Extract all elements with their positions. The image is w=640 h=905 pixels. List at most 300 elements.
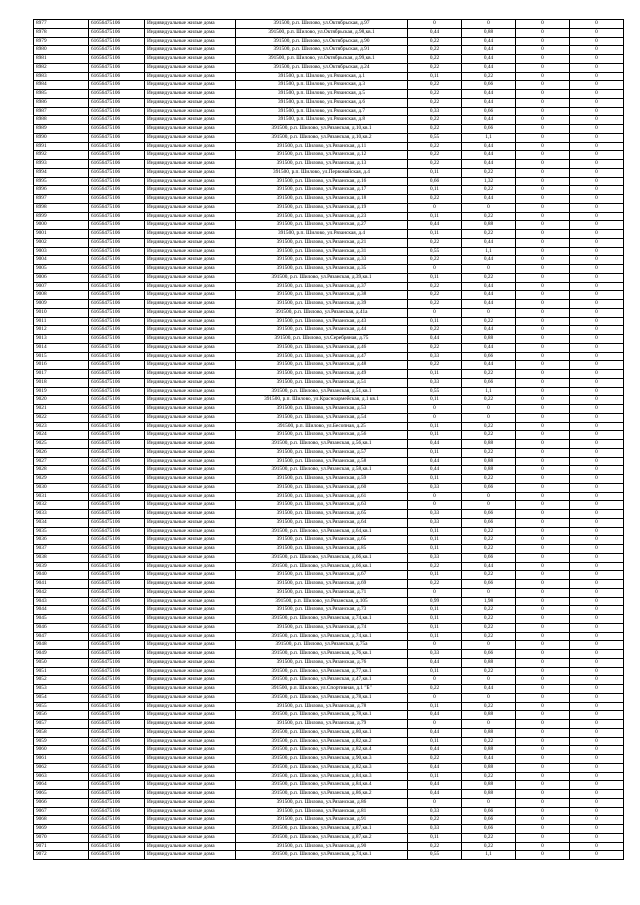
table-row [34, 396, 624, 405]
row-number-cell: 8987 [34, 107, 89, 116]
value-cell-1: 0,33 [408, 650, 462, 659]
value-cell-4: 0 [570, 107, 624, 116]
oktmo-code-cell: 61656475106 [89, 746, 145, 755]
value-cell-1: 0,44 [408, 746, 462, 755]
oktmo-code-cell: 61656475106 [89, 195, 145, 204]
value-cell-2: 0 [462, 413, 516, 422]
address-cell: 391500, р.п. Шилово, ул.Рязанская, д.66,кв.1 [236, 553, 408, 562]
object-type-cell: Индивидуальные жилые дома [145, 422, 236, 431]
value-cell-3: 0 [516, 396, 570, 405]
value-cell-1: 0,11 [408, 168, 462, 177]
value-cell-2: 0,66 [462, 650, 516, 659]
oktmo-code-cell: 61656475106 [89, 807, 145, 816]
address-cell: 391500, р.п. Шилово, ул.Рязанская, д.38 [236, 291, 408, 300]
table-row [34, 265, 624, 274]
value-cell-4: 0 [570, 370, 624, 379]
value-cell-2: 1,32 [462, 177, 516, 186]
oktmo-code-cell: 61656475106 [89, 571, 145, 580]
address-cell: 391500, р.п. Шилово, ул.Рязанская, д.90,кв.3 [236, 755, 408, 764]
table-row [34, 676, 624, 685]
value-cell-3: 0 [516, 326, 570, 335]
address-cell: 391500, р.п. Шилово, ул.Рязанская, д.11 [236, 142, 408, 151]
row-number-cell: 9062 [34, 763, 89, 772]
value-cell-1: 0,11 [408, 772, 462, 781]
table-row [34, 247, 624, 256]
address-cell: 391500, р.п. Шилово, ул.Рязанская, д.1 [236, 72, 408, 81]
value-cell-1: 0,22 [408, 98, 462, 107]
table-row [34, 212, 624, 221]
table-row [34, 842, 624, 851]
row-number-cell: 8990 [34, 133, 89, 142]
value-cell-2: 0,66 [462, 510, 516, 519]
table-row [34, 116, 624, 125]
value-cell-2: 0,88 [462, 440, 516, 449]
oktmo-code-cell: 61656475106 [89, 737, 145, 746]
value-cell-2: 0,88 [462, 790, 516, 799]
oktmo-code-cell: 61656475106 [89, 676, 145, 685]
value-cell-1: 0,44 [408, 466, 462, 475]
object-type-cell: Индивидуальные жилые дома [145, 230, 236, 239]
value-cell-4: 0 [570, 781, 624, 790]
value-cell-4: 0 [570, 833, 624, 842]
object-type-cell: Индивидуальные жилые дома [145, 562, 236, 571]
object-type-cell: Индивидуальные жилые дома [145, 37, 236, 46]
oktmo-code-cell: 61656475106 [89, 545, 145, 554]
value-cell-3: 0 [516, 623, 570, 632]
value-cell-4: 0 [570, 728, 624, 737]
table-row [34, 457, 624, 466]
oktmo-code-cell: 61656475106 [89, 527, 145, 536]
value-cell-2: 0,22 [462, 842, 516, 851]
object-type-cell: Индивидуальные жилые дома [145, 186, 236, 195]
row-number-cell: 9071 [34, 842, 89, 851]
table-row [34, 720, 624, 729]
address-cell: 391500, р.п. Шилово, ул.Рязанская, д.77,кв.1 [236, 667, 408, 676]
table-row [34, 203, 624, 212]
value-cell-1: 0,22 [408, 238, 462, 247]
table-row [34, 685, 624, 694]
value-cell-2: 0,44 [462, 37, 516, 46]
row-number-cell: 9020 [34, 396, 89, 405]
value-cell-4: 0 [570, 615, 624, 624]
value-cell-1: 0,33 [408, 807, 462, 816]
value-cell-3: 0 [516, 842, 570, 851]
value-cell-3: 0 [516, 728, 570, 737]
row-number-cell: 9009 [34, 300, 89, 309]
oktmo-code-cell: 61656475106 [89, 125, 145, 134]
value-cell-3: 0 [516, 168, 570, 177]
value-cell-1: 0,33 [408, 107, 462, 116]
value-cell-1: 0,22 [408, 291, 462, 300]
value-cell-4: 0 [570, 265, 624, 274]
object-type-cell: Индивидуальные жилые дома [145, 658, 236, 667]
value-cell-4: 0 [570, 685, 624, 694]
oktmo-code-cell: 61656475106 [89, 300, 145, 309]
value-cell-3: 0 [516, 833, 570, 842]
value-cell-3: 0 [516, 413, 570, 422]
table-row [34, 746, 624, 755]
value-cell-3: 0 [516, 693, 570, 702]
table-row [34, 405, 624, 414]
row-number-cell: 9053 [34, 685, 89, 694]
address-cell: 391500, р.п. Шилово, ул.Рязанская, д.12 [236, 151, 408, 160]
value-cell-2: 0,22 [462, 422, 516, 431]
value-cell-2: 0,66 [462, 81, 516, 90]
value-cell-2: 0,22 [462, 536, 516, 545]
value-cell-4: 0 [570, 378, 624, 387]
oktmo-code-cell: 61656475106 [89, 728, 145, 737]
oktmo-code-cell: 61656475106 [89, 317, 145, 326]
address-cell: 391500, р.п. Шилово, ул.Октябрьская, д.90 [236, 37, 408, 46]
value-cell-2: 0,66 [462, 125, 516, 134]
value-cell-4: 0 [570, 37, 624, 46]
row-number-cell: 9005 [34, 265, 89, 274]
row-number-cell: 9038 [34, 553, 89, 562]
object-type-cell: Индивидуальные жилые дома [145, 571, 236, 580]
row-number-cell: 9060 [34, 746, 89, 755]
object-type-cell: Индивидуальные жилые дома [145, 160, 236, 169]
value-cell-3: 0 [516, 597, 570, 606]
row-number-cell: 8980 [34, 46, 89, 55]
value-cell-1: 0,11 [408, 571, 462, 580]
address-cell: 391500, р.п. Шилово, ул.Рязанская, д.74,кв.1 [236, 851, 408, 860]
value-cell-2: 1,1 [462, 247, 516, 256]
value-cell-3: 0 [516, 265, 570, 274]
object-type-cell: Индивидуальные жилые дома [145, 46, 236, 55]
row-number-cell: 9059 [34, 737, 89, 746]
table-row [34, 142, 624, 151]
table-row [34, 81, 624, 90]
value-cell-4: 0 [570, 483, 624, 492]
value-cell-1: 0,22 [408, 63, 462, 72]
table-row [34, 317, 624, 326]
value-cell-1: 0,22 [408, 580, 462, 589]
value-cell-4: 0 [570, 125, 624, 134]
row-number-cell: 8999 [34, 212, 89, 221]
row-number-cell: 9066 [34, 798, 89, 807]
address-cell: 391500, р.п. Шилово, ул.Октябрьская, д.91 [236, 46, 408, 55]
value-cell-3: 0 [516, 737, 570, 746]
value-cell-3: 0 [516, 370, 570, 379]
table-row [34, 168, 624, 177]
table-row [34, 98, 624, 107]
object-type-cell: Индивидуальные жилые дома [145, 615, 236, 624]
value-cell-4: 0 [570, 116, 624, 125]
object-type-cell: Индивидуальные жилые дома [145, 545, 236, 554]
value-cell-2: 0,88 [462, 746, 516, 755]
value-cell-4: 0 [570, 72, 624, 81]
value-cell-2: 0,44 [462, 562, 516, 571]
value-cell-3: 0 [516, 300, 570, 309]
value-cell-2: 0,44 [462, 755, 516, 764]
value-cell-3: 0 [516, 658, 570, 667]
value-cell-2: 0,88 [462, 711, 516, 720]
value-cell-2: 0 [462, 676, 516, 685]
row-number-cell: 9031 [34, 492, 89, 501]
row-number-cell: 9008 [34, 291, 89, 300]
oktmo-code-cell: 61656475106 [89, 475, 145, 484]
value-cell-1: 0,22 [408, 300, 462, 309]
table-row [34, 300, 624, 309]
value-cell-2: 0,22 [462, 186, 516, 195]
value-cell-1: 0,33 [408, 352, 462, 361]
value-cell-2: 1,1 [462, 133, 516, 142]
value-cell-2: 0,22 [462, 527, 516, 536]
address-cell: 391500, р.п. Шилово, ул.Рязанская, д.33 [236, 256, 408, 265]
value-cell-4: 0 [570, 658, 624, 667]
value-cell-4: 0 [570, 702, 624, 711]
value-cell-1: 0,22 [408, 256, 462, 265]
row-number-cell: 9042 [34, 588, 89, 597]
table-row [34, 475, 624, 484]
oktmo-code-cell: 61656475106 [89, 623, 145, 632]
oktmo-code-cell: 61656475106 [89, 265, 145, 274]
address-cell: 391500, р.п. Шилово, ул.Рязанская, д.76,кв.1 [236, 650, 408, 659]
value-cell-2: 0,44 [462, 195, 516, 204]
oktmo-code-cell: 61656475106 [89, 282, 145, 291]
value-cell-2: 0,22 [462, 431, 516, 440]
value-cell-3: 0 [516, 702, 570, 711]
value-cell-2: 0,66 [462, 553, 516, 562]
oktmo-code-cell: 61656475106 [89, 151, 145, 160]
oktmo-code-cell: 61656475106 [89, 160, 145, 169]
table-row [34, 28, 624, 37]
address-cell: 391500, р.п. Шилово, ул.Рязанская, д.16 [236, 177, 408, 186]
oktmo-code-cell: 61656475106 [89, 518, 145, 527]
oktmo-code-cell: 61656475106 [89, 685, 145, 694]
value-cell-1: 0,11 [408, 737, 462, 746]
value-cell-2: 0 [462, 405, 516, 414]
object-type-cell: Индивидуальные жилые дома [145, 282, 236, 291]
value-cell-3: 0 [516, 405, 570, 414]
row-number-cell: 9012 [34, 326, 89, 335]
value-cell-4: 0 [570, 667, 624, 676]
table-row [34, 851, 624, 860]
value-cell-4: 0 [570, 527, 624, 536]
value-cell-4: 0 [570, 168, 624, 177]
oktmo-code-cell: 61656475106 [89, 405, 145, 414]
value-cell-2: 0,88 [462, 335, 516, 344]
table-row [34, 492, 624, 501]
row-number-cell: 8989 [34, 125, 89, 134]
value-cell-1: 0,22 [408, 151, 462, 160]
oktmo-code-cell: 61656475106 [89, 396, 145, 405]
row-number-cell: 8985 [34, 90, 89, 99]
row-number-cell: 8996 [34, 186, 89, 195]
address-cell: 391500, р.п. Шилово, ул.Рязанская, д.58 [236, 457, 408, 466]
address-cell: 391500, р.п. Шилово, ул.Октябрьская, д.99,кв.1 [236, 55, 408, 64]
value-cell-1: 0,22 [408, 125, 462, 134]
row-number-cell: 9030 [34, 483, 89, 492]
table-row [34, 160, 624, 169]
value-cell-3: 0 [516, 510, 570, 519]
address-cell: 391500, р.п. Шилово, ул.Рязанская, д.51,кв.1 [236, 387, 408, 396]
table-row [34, 667, 624, 676]
object-type-cell: Индивидуальные жилые дома [145, 720, 236, 729]
object-type-cell: Индивидуальные жилые дома [145, 72, 236, 81]
oktmo-code-cell: 61656475106 [89, 825, 145, 834]
row-number-cell: 8997 [34, 195, 89, 204]
address-cell: 391500, р.п. Шилово, ул.Бесопная, д.25 [236, 422, 408, 431]
address-cell: 391500, р.п. Шилово, ул.Рязанская, д.27 [236, 221, 408, 230]
value-cell-4: 0 [570, 632, 624, 641]
value-cell-2: 0,44 [462, 90, 516, 99]
row-number-cell: 9049 [34, 650, 89, 659]
value-cell-2: 1,1 [462, 851, 516, 860]
value-cell-4: 0 [570, 133, 624, 142]
value-cell-4: 0 [570, 151, 624, 160]
value-cell-4: 0 [570, 387, 624, 396]
value-cell-2: 0,66 [462, 352, 516, 361]
value-cell-1: 0,33 [408, 510, 462, 519]
address-cell: 391500, р.п. Шилово, ул.Рязанская, д.57 [236, 448, 408, 457]
row-number-cell: 9067 [34, 807, 89, 816]
address-cell: 391500, р.п. Шилово, ул.Рязанская, д.85 [236, 545, 408, 554]
value-cell-3: 0 [516, 571, 570, 580]
object-type-cell: Индивидуальные жилые дома [145, 55, 236, 64]
value-cell-4: 0 [570, 772, 624, 781]
value-cell-4: 0 [570, 212, 624, 221]
table-row [34, 151, 624, 160]
table-row [34, 562, 624, 571]
value-cell-3: 0 [516, 501, 570, 510]
value-cell-1: 0,55 [408, 387, 462, 396]
value-cell-2: 0 [462, 265, 516, 274]
table-row [34, 658, 624, 667]
oktmo-code-cell: 61656475106 [89, 107, 145, 116]
value-cell-3: 0 [516, 475, 570, 484]
value-cell-1: 0,11 [408, 186, 462, 195]
object-type-cell: Индивидуальные жилые дома [145, 580, 236, 589]
value-cell-3: 0 [516, 545, 570, 554]
data-table [33, 19, 624, 860]
value-cell-1: 0,22 [408, 842, 462, 851]
address-cell: 391500, р.п. Шилово, ул.Рязанская, д.69 [236, 580, 408, 589]
oktmo-code-cell: 61656475106 [89, 763, 145, 772]
object-type-cell: Индивидуальные жилые дома [145, 291, 236, 300]
row-number-cell: 8981 [34, 55, 89, 64]
value-cell-3: 0 [516, 177, 570, 186]
object-type-cell: Индивидуальные жилые дома [145, 711, 236, 720]
oktmo-code-cell: 61656475106 [89, 501, 145, 510]
value-cell-1: 0,33 [408, 378, 462, 387]
value-cell-4: 0 [570, 405, 624, 414]
value-cell-3: 0 [516, 282, 570, 291]
value-cell-4: 0 [570, 790, 624, 799]
value-cell-4: 0 [570, 28, 624, 37]
value-cell-4: 0 [570, 755, 624, 764]
address-cell: 391500, р.п. Шилово, ул.Октябрьская, д.98,кв.1 [236, 28, 408, 37]
value-cell-2: 0,22 [462, 72, 516, 81]
value-cell-3: 0 [516, 98, 570, 107]
object-type-cell: Индивидуальные жилые дома [145, 641, 236, 650]
address-cell: 391500, р.п. Шилово, ул.Рязанская, д.48 [236, 361, 408, 370]
value-cell-2: 0,44 [462, 160, 516, 169]
table-row [34, 737, 624, 746]
value-cell-1: 0,22 [408, 116, 462, 125]
value-cell-1: 0,33 [408, 518, 462, 527]
row-number-cell: 9019 [34, 387, 89, 396]
oktmo-code-cell: 61656475106 [89, 72, 145, 81]
table-row [34, 422, 624, 431]
row-number-cell: 9010 [34, 308, 89, 317]
address-cell: 391500, р.п. Шилово, ул.Спортивная, д.1 "Б" [236, 685, 408, 694]
value-cell-4: 0 [570, 238, 624, 247]
table-row [34, 326, 624, 335]
value-cell-2: 0 [462, 203, 516, 212]
value-cell-2: 0 [462, 588, 516, 597]
table-row [34, 20, 624, 29]
value-cell-4: 0 [570, 431, 624, 440]
value-cell-3: 0 [516, 641, 570, 650]
row-number-cell: 9023 [34, 422, 89, 431]
value-cell-2: 0,22 [462, 632, 516, 641]
table-row [34, 37, 624, 46]
table-row [34, 816, 624, 825]
value-cell-2: 0,44 [462, 63, 516, 72]
row-number-cell: 8983 [34, 72, 89, 81]
value-cell-1: 0,44 [408, 28, 462, 37]
value-cell-3: 0 [516, 273, 570, 282]
table-row [34, 387, 624, 396]
value-cell-1: 0 [408, 413, 462, 422]
object-type-cell: Индивидуальные жилые дома [145, 807, 236, 816]
value-cell-1: 0,44 [408, 457, 462, 466]
address-cell: 391500, р.п. Шилово, ул.Рязанская, д.65 [236, 536, 408, 545]
table-row [34, 807, 624, 816]
oktmo-code-cell: 61656475106 [89, 116, 145, 125]
value-cell-2: 0,44 [462, 142, 516, 151]
object-type-cell: Индивидуальные жилые дома [145, 370, 236, 379]
address-cell: 391500, р.п. Шилово, ул.Рязанская, д.56,кв.1 [236, 440, 408, 449]
address-cell: 391500, р.п. Шилово, ул.Рязанская, д.80,кв.1 [236, 728, 408, 737]
oktmo-code-cell: 61656475106 [89, 247, 145, 256]
value-cell-2: 0,22 [462, 667, 516, 676]
row-number-cell: 8992 [34, 151, 89, 160]
object-type-cell: Индивидуальные жилые дома [145, 413, 236, 422]
object-type-cell: Индивидуальные жилые дома [145, 238, 236, 247]
oktmo-code-cell: 61656475106 [89, 46, 145, 55]
table-row [34, 772, 624, 781]
row-number-cell: 9034 [34, 518, 89, 527]
table-row [34, 55, 624, 64]
address-cell: 391500, р.п. Шилово, ул.Рязанская, д.10,кв.1 [236, 125, 408, 134]
value-cell-1: 0 [408, 265, 462, 274]
object-type-cell: Индивидуальные жилые дома [145, 790, 236, 799]
object-type-cell: Индивидуальные жилые дома [145, 588, 236, 597]
value-cell-2: 0,88 [462, 221, 516, 230]
value-cell-3: 0 [516, 781, 570, 790]
value-cell-1: 0,11 [408, 527, 462, 536]
table-row [34, 361, 624, 370]
value-cell-2: 0,22 [462, 396, 516, 405]
object-type-cell: Индивидуальные жилые дома [145, 772, 236, 781]
value-cell-4: 0 [570, 562, 624, 571]
table-row [34, 571, 624, 580]
value-cell-3: 0 [516, 667, 570, 676]
address-cell: 391500, р.п. Шилово, ул.Рязанская, д.19 [236, 203, 408, 212]
oktmo-code-cell: 61656475106 [89, 20, 145, 29]
value-cell-1: 0,55 [408, 133, 462, 142]
row-number-cell: 9033 [34, 510, 89, 519]
value-cell-1: 0,11 [408, 422, 462, 431]
value-cell-2: 0,44 [462, 343, 516, 352]
value-cell-1: 0 [408, 676, 462, 685]
table-row [34, 186, 624, 195]
table-row [34, 545, 624, 554]
value-cell-1: 0,22 [408, 37, 462, 46]
table-row [34, 553, 624, 562]
